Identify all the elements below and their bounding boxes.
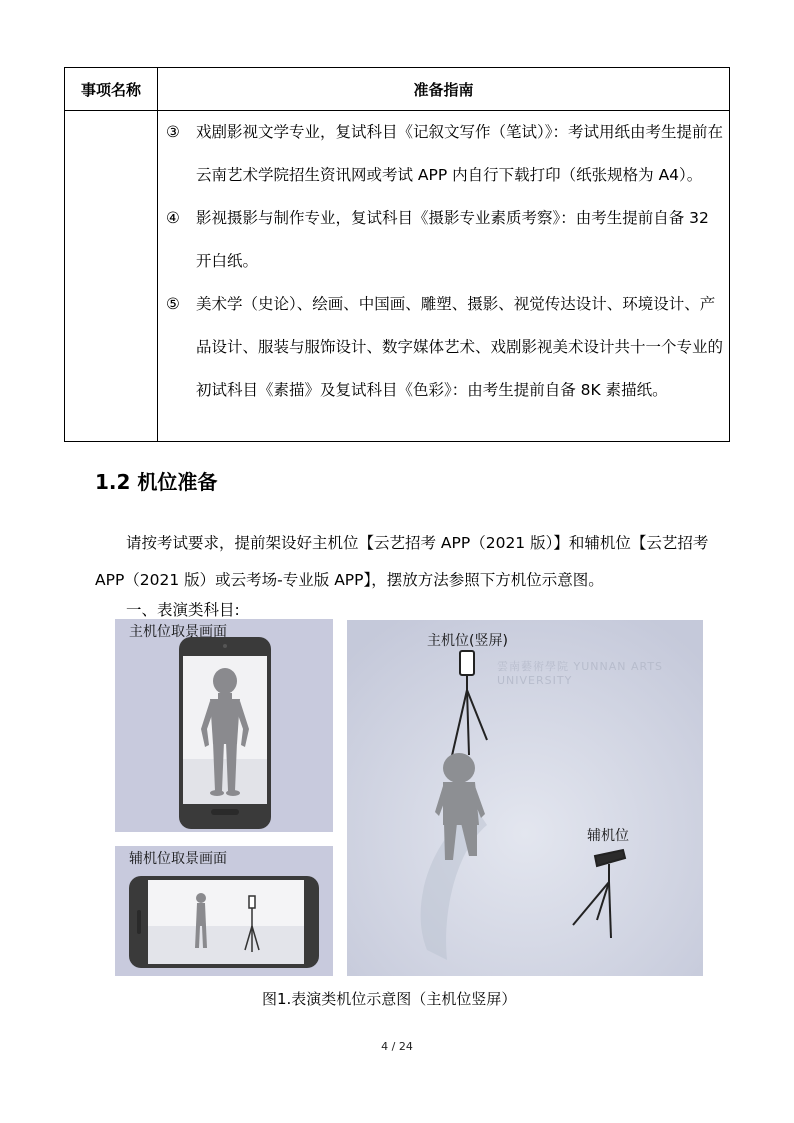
aux-camera-view-panel	[115, 846, 333, 976]
item-number: ③	[166, 123, 180, 141]
list-item	[166, 197, 723, 283]
aux-position-label: 辅机位	[587, 828, 629, 844]
item-text: 影视摄影与制作专业，复试科目《摄影专业素质考察》：由考生提前自备 32 开白纸。	[196, 209, 709, 270]
col-header-item-name: 事项名称	[65, 68, 158, 111]
table-header-row	[65, 68, 730, 111]
table-row	[65, 111, 730, 442]
panel-label: 主机位取景画面	[129, 624, 227, 640]
item-number: ④	[166, 209, 180, 227]
list-item	[166, 283, 723, 412]
portrait-phone-illustration	[115, 619, 333, 832]
col-header-guide: 准备指南	[158, 68, 730, 111]
page-number: 4 / 24	[381, 1040, 413, 1053]
item-text: 美术学（史论）、绘画、中国画、雕塑、摄影、视觉传达设计、环境设计、产品设计、服装与服饰设计、数字媒体艺术、戏剧影视美术设计共十一个专业的初试科目《素描》及复试科目《色彩》：由考生提前自备 8K 素描纸。	[196, 295, 724, 399]
subsection-heading: 一、表演类科目:	[126, 601, 240, 619]
guide-cell	[158, 111, 730, 442]
guide-table	[64, 67, 730, 442]
figure-caption: 图1.表演类机位示意图（主机位竖屏）	[262, 990, 517, 1008]
section-paragraph: 请按考试要求，提前架设好主机位【云艺招考 APP（2021 版）】和辅机位【云艺招考 APP（2021 版）或云考场-专业版 APP】，摆放方法参照下方机位示意图。	[95, 534, 709, 589]
item-number: ⑤	[166, 295, 180, 313]
item-text: 戏剧影视文学专业，复试科目《记叙文写作（笔试）》：考试用纸由考生提前在云南艺术学院招生资讯网或考试 APP 内自行下载打印（纸张规格为 A4）。	[196, 123, 724, 184]
main-position-label: 主机位(竖屏)	[427, 633, 508, 649]
university-watermark: 雲南藝術學院 YUNNAN ARTS UNIVERSITY	[497, 660, 664, 687]
list-item	[166, 111, 723, 197]
main-camera-view-panel	[115, 619, 333, 832]
panel-label: 辅机位取景画面	[129, 851, 227, 867]
section-heading: 1.2 机位准备	[95, 470, 218, 494]
camera-setup-scene	[347, 620, 703, 976]
item-name-cell	[65, 111, 158, 442]
